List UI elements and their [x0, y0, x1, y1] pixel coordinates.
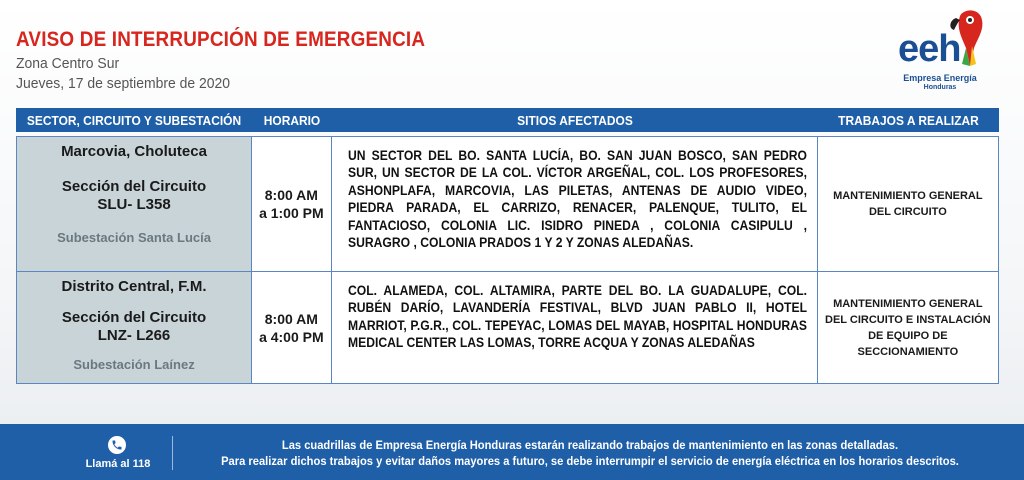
circuit-code: LNZ- L266: [97, 327, 171, 344]
time-end: a 4:00 PM: [259, 328, 324, 345]
work-cell: [818, 272, 998, 383]
table-row: [16, 272, 999, 384]
time-start: 8:00 AM: [264, 310, 318, 327]
notice-title: AVISO DE INTERRUPCIÓN DE EMERGENCIA: [16, 28, 426, 51]
substation-name: Subestación Santa Lucía: [57, 230, 211, 245]
col-header-time: HORARIO: [263, 112, 321, 128]
work-description: MANTENIMIENTO GENERAL DEL CIRCUITO E INSTALACIÓN DE EQUIPO DE SECCIONAMIENTO: [825, 297, 991, 358]
call-number[interactable]: Llamá al 118: [85, 458, 151, 470]
sector-cell: [17, 137, 252, 271]
col-header-work: TRABAJOS A REALIZAR: [838, 112, 979, 128]
eeh-logo: [890, 6, 990, 106]
circuit-info: [17, 309, 251, 345]
logo-company-name: Empresa Energía: [903, 73, 977, 83]
col-header-sector: SECTOR, CIRCUITO Y SUBESTACIÓN: [26, 112, 242, 128]
affected-sites: COL. ALAMEDA, COL. ALTAMIRA, PARTE DEL BO. LA GUADALUPE, COL. RUBÉN DARÍO, LAVANDERÍA FESTIVAL, BLVD JUAN PABLO II, HOTEL MARRIOT, P.G.R., COL. TEPEYAC, LOMAS DEL MAYAB, HOSPITAL HONDURAS MEDICAL CENTER LAS LOMAS, TORRE ACQUA Y ZONAS ALEDAÑAS: [347, 283, 807, 351]
footer-banner: [0, 424, 1024, 480]
footer-notice-line2: Para realizar dichos trabajos y evitar daños mayores a futuro, se debe interrumpir el servicio de energía eléctrica en los horarios descritos.: [221, 456, 959, 468]
footer-notice-line1: Las cuadrillas de Empresa Energía Honduras estarán realizando trabajos de mantenimiento en las zonas detalladas.: [281, 440, 899, 452]
table-header: [16, 108, 999, 132]
footer-divider: [172, 436, 173, 470]
sites-cell: [332, 137, 818, 271]
circuit-info: [17, 178, 251, 214]
sector-name: Distrito Central, F.M.: [61, 278, 207, 295]
time-cell: [252, 137, 332, 271]
work-description: MANTENIMIENTO GENERAL DEL CIRCUITO: [833, 190, 983, 218]
time-end: a 1:00 PM: [259, 205, 324, 221]
table-row: [16, 136, 999, 272]
circuit-label: Sección del Circuito: [61, 178, 207, 195]
circuit-label: Sección del Circuito: [61, 309, 207, 326]
work-cell: [818, 137, 998, 271]
col-header-sites: SITIOS AFECTADOS: [517, 112, 633, 128]
sector-cell: [17, 272, 252, 383]
sites-cell: [332, 272, 818, 383]
date-label: Jueves, 17 de septiembre de 2020: [16, 75, 231, 92]
logo-wordmark: eeh: [898, 28, 961, 70]
time-start: 8:00 AM: [264, 187, 318, 203]
circuit-code: SLU- L358: [97, 196, 171, 213]
outage-table: [16, 108, 999, 384]
logo-company-country: Honduras: [923, 84, 957, 91]
zone-label: Zona Centro Sur: [16, 55, 120, 72]
sector-name: Marcovia, Choluteca: [61, 143, 207, 160]
time-cell: [252, 272, 332, 383]
phone-icon: [108, 436, 126, 454]
substation-name: Subestación Laínez: [73, 357, 195, 372]
affected-sites: UN SECTOR DEL BO. SANTA LUCÍA, BO. SAN JUAN BOSCO, SAN PEDRO SUR, UN SECTOR DE LA COL. VÍCTOR ARGEÑAL, COL. LOS PROFESORES, ASHONPLAFA, MARCOVIA, LAS PILETAS, ANTENAS DE AUDIO VIDEO, PIEDRA PARADA, EL CARRIZO, RENACER, PALENQUE, TULITO, EL FANTACIOSO, COLONIA LIC. ISIDRO PINEDA , COLONIA CASIPULU , SURAGRO , COLONIA PRADOS 1 Y 2 Y ZONAS ALEDAÑAS.: [347, 148, 807, 251]
notice-header: [16, 28, 471, 94]
